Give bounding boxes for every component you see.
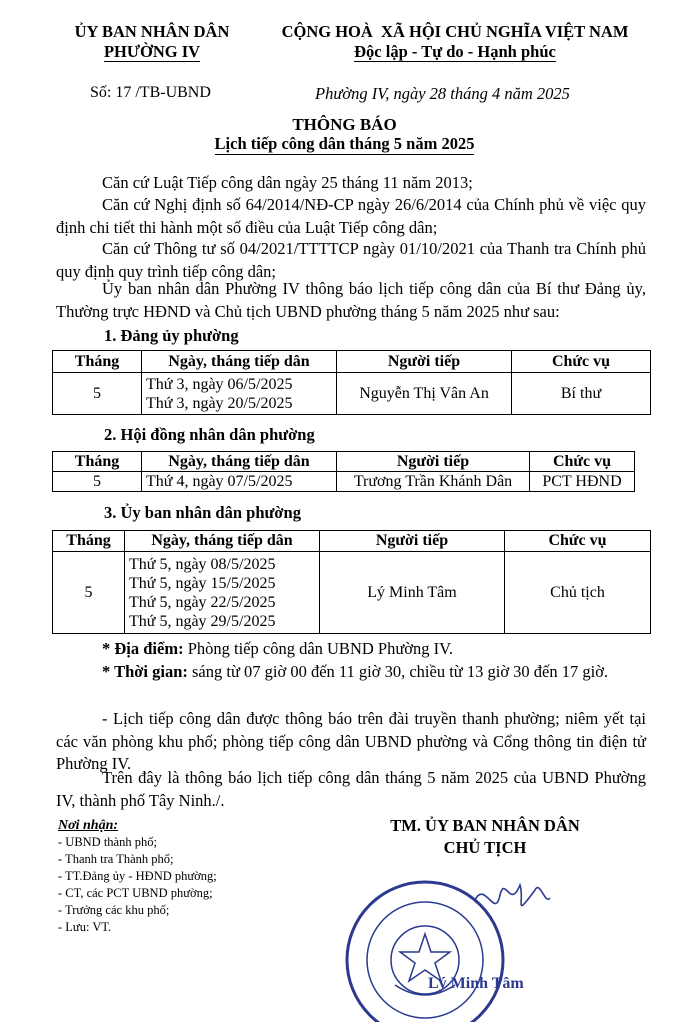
col-person: Người tiếp xyxy=(320,531,505,552)
date-item: Thứ 5, ngày 15/5/2025 xyxy=(129,574,276,592)
table-row xyxy=(53,472,635,492)
date-item: Thứ 5, ngày 22/5/2025 xyxy=(129,593,276,611)
subtitle-text: Lịch tiếp công dân tháng 5 năm 2025 xyxy=(214,134,475,153)
notice-title: THÔNG BÁO xyxy=(292,115,397,134)
sign-line1: TM. ỦY BAN NHÂN DÂN xyxy=(390,816,580,835)
col-month: Tháng xyxy=(53,452,142,472)
recipient-item: - UBND thành phố; xyxy=(58,835,157,849)
position-cell: Chủ tịch xyxy=(505,552,651,634)
date-item: Thứ 5, ngày 29/5/2025 xyxy=(129,612,276,630)
intro-paragraph-3: Căn cứ Thông tư số 04/2021/TTTTCP ngày 01/10/2021 của Thanh tra Chính phủ quy định quy trình tiếp công dân; xyxy=(56,239,646,281)
date-item: Thứ 5, ngày 08/5/2025 xyxy=(129,555,276,573)
person-cell: Lý Minh Tâm xyxy=(320,552,505,634)
table-row xyxy=(53,552,651,634)
location-line xyxy=(56,638,646,661)
notice-subtitle xyxy=(0,134,689,154)
intro-paragraph-2: Căn cứ Nghị định số 64/2014/NĐ-CP ngày 26/6/2014 của Chính phủ về việc quy định chi tiết thi hành một số điều của Luật Tiếp công dân; xyxy=(56,195,646,237)
recipients-block xyxy=(58,817,217,936)
time-label: * Thời gian: xyxy=(102,662,188,681)
signature-block xyxy=(350,815,620,859)
recipient-item: - Thanh tra Thành phố; xyxy=(58,852,174,866)
dates-cell: Thứ 4, ngày 07/5/2025 xyxy=(142,472,337,492)
section-title-party: 1. Đảng ủy phường xyxy=(104,326,239,345)
schedule-table-party xyxy=(52,350,651,415)
schedule-table-council xyxy=(52,451,635,492)
dates-cell xyxy=(142,373,337,415)
closing-paragraph: Trên đây là thông báo lịch tiếp công dân tháng 5 năm 2025 của UBND Phường IV, thành phố Tây Ninh./. xyxy=(56,768,646,810)
recipient-item: - CT, các PCT UBND phường; xyxy=(58,886,213,900)
col-month: Tháng xyxy=(53,531,125,552)
org-line1: ỦY BAN NHÂN DÂN xyxy=(74,22,230,41)
person-cell: Trương Trần Khánh Dân xyxy=(337,472,530,492)
table-header-row xyxy=(53,531,651,552)
position-cell: PCT HĐND xyxy=(530,472,635,492)
official-seal xyxy=(335,860,565,1022)
month-cell: 5 xyxy=(53,373,142,415)
signer-name: Lý Minh Tâm xyxy=(428,975,524,992)
national-motto xyxy=(262,22,648,62)
dates-cell xyxy=(125,552,320,634)
recipient-item: - Trưởng các khu phố; xyxy=(58,903,170,917)
col-dates: Ngày, tháng tiếp dân xyxy=(142,452,337,472)
issuing-authority xyxy=(52,22,252,62)
col-month: Tháng xyxy=(53,351,142,373)
col-position: Chức vụ xyxy=(505,531,651,552)
location-label: * Địa điểm: xyxy=(102,639,184,658)
document-number: Số: 17 /TB-UBND xyxy=(90,84,211,101)
intro-paragraph-1: Căn cứ Luật Tiếp công dân ngày 25 tháng 11 năm 2013; xyxy=(102,173,473,192)
table-row xyxy=(53,373,651,415)
position-cell: Bí thư xyxy=(512,373,651,415)
person-cell: Nguyễn Thị Vân An xyxy=(337,373,512,415)
location-text: Phòng tiếp công dân UBND Phường IV. xyxy=(183,639,454,658)
recipients-heading: Nơi nhận: xyxy=(58,818,119,833)
place-date: Phường IV, ngày 28 tháng 4 năm 2025 xyxy=(315,84,570,103)
section-title-council: 2. Hội đồng nhân dân phường xyxy=(104,425,315,444)
col-dates: Ngày, tháng tiếp dân xyxy=(142,351,337,373)
schedule-table-committee xyxy=(52,530,651,634)
col-dates: Ngày, tháng tiếp dân xyxy=(125,531,320,552)
sign-line2: CHỦ TỊCH xyxy=(443,838,527,857)
date-item: Thứ 3, ngày 20/5/2025 xyxy=(146,394,293,412)
time-text: sáng từ 07 giờ 00 đến 11 giờ 30, chiều từ 13 giờ 30 đến 17 giờ. xyxy=(187,662,609,681)
col-person: Người tiếp xyxy=(337,452,530,472)
time-line xyxy=(56,661,646,684)
nation-line2: Độc lập - Tự do - Hạnh phúc xyxy=(354,42,556,61)
col-position: Chức vụ xyxy=(530,452,635,472)
section-title-committee: 3. Ủy ban nhân dân phường xyxy=(104,503,301,522)
intro-paragraph-4: Ủy ban nhân dân Phường IV thông báo lịch tiếp công dân của Bí thư Đảng ủy, Thường trực HĐND và Chủ tịch UBND phường tháng 5 năm 2025 như sau: xyxy=(56,279,646,321)
recipient-item: - TT.Đảng ủy - HĐND phường; xyxy=(58,869,217,883)
month-cell: 5 xyxy=(53,472,142,492)
date-item: Thứ 3, ngày 06/5/2025 xyxy=(146,375,293,393)
handwritten-signature xyxy=(475,885,550,906)
col-position: Chức vụ xyxy=(512,351,651,373)
publication-paragraph: - Lịch tiếp công dân được thông báo trên đài truyền thanh phường; niêm yết tại các văn phòng khu phố; phòng tiếp công dân UBND phường và Cổng thông tin điện tử Phường IV. xyxy=(56,709,646,773)
recipient-item: - Lưu: VT. xyxy=(58,920,112,934)
col-person: Người tiếp xyxy=(337,351,512,373)
table-header-row xyxy=(53,452,635,472)
nation-line1: CỘNG HOÀ XÃ HỘI CHỦ NGHĨA VIỆT NAM xyxy=(281,22,629,41)
table-header-row xyxy=(53,351,651,373)
org-line2: PHƯỜNG IV xyxy=(103,42,201,61)
month-cell: 5 xyxy=(53,552,125,634)
